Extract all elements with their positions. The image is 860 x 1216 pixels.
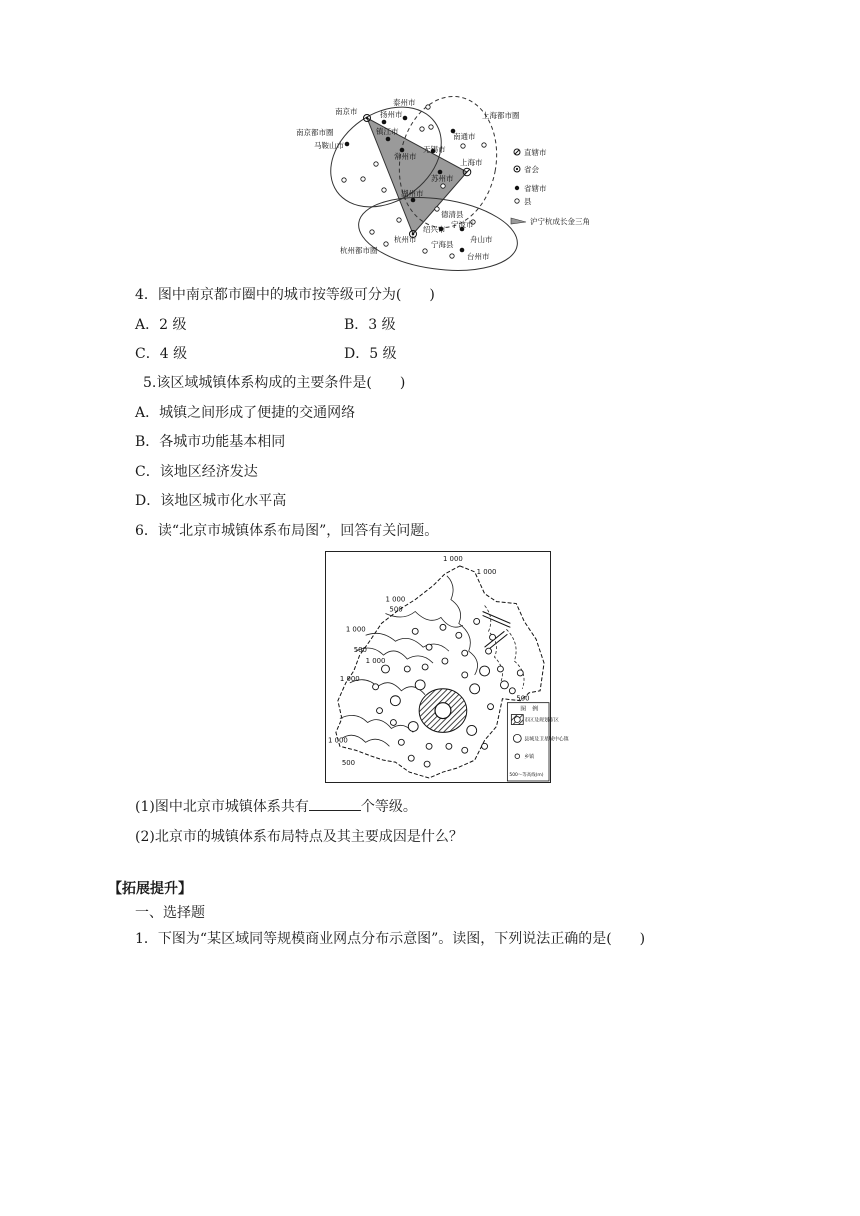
map2-legend [507, 703, 569, 781]
label-zhoushan: 舟山市 [470, 235, 493, 244]
label-shaoxing: 绍兴市 [423, 225, 446, 234]
label-shanghai-circle: 上海都市圈 [482, 111, 520, 120]
legend-municipality: 直辖市 [524, 148, 547, 157]
legend-title: 图 例 [520, 705, 539, 713]
label-zhenjiang: 镇江市 [376, 127, 399, 136]
label-yangzhou: 扬州市 [380, 110, 403, 119]
question-5: 5.该区域城镇体系构成的主要条件是( ) [143, 375, 406, 391]
legend-triangle: 沪宁杭成长金三角 [530, 217, 590, 226]
contour-label-2: 1 000 [476, 567, 497, 576]
section-part-title: 一、选择题 [135, 905, 205, 921]
question-6-1 [135, 798, 417, 816]
contour-label-6: 500 [353, 646, 367, 655]
contour-label-3: 1 000 [385, 595, 406, 604]
q4-option-b[interactable]: B．3 级 [344, 317, 396, 333]
q4-option-d[interactable]: D．5 级 [344, 346, 397, 362]
legend-county-town: 县城及卫星城中心镇 [524, 736, 569, 743]
contour-label-8: 1 000 [339, 674, 360, 683]
label-taizhou-zj: 台州市 [467, 252, 490, 261]
legend-prov-city: 省辖市 [524, 184, 547, 193]
question-6: 6．读“北京市城镇体系布局图”，回答有关问题。 [135, 523, 439, 539]
legend-urban: 市区及规划市区 [524, 717, 559, 724]
contour-label-1: 1 000 [442, 554, 463, 563]
q5-option-d[interactable]: D．该地区城市化水平高 [135, 493, 287, 509]
legend-county: 县 [524, 197, 532, 206]
legend-contour: 500～等高线(m) [509, 773, 544, 779]
label-wuxi: 无锡市 [423, 145, 446, 154]
label-suzhou: 苏州市 [431, 174, 454, 183]
q5-option-b[interactable]: B．各城市功能基本相同 [135, 434, 286, 450]
extension-question-1: 1．下图为“某区域同等规模商业网点分布示意图”。读图，下列说法正确的是( ) [135, 931, 646, 947]
contour-label-4: 500 [389, 605, 403, 614]
section-heading: 【拓展提升】 [108, 881, 192, 897]
label-nantong: 南通市 [453, 132, 476, 141]
question-4: 4．图中南京都市圈中的城市按等级可分为( ) [135, 287, 435, 303]
label-deqing: 德清县 [441, 210, 464, 219]
contour-label-7: 1 000 [365, 657, 386, 666]
label-shanghai: 上海市 [460, 158, 483, 167]
q6-1-prefix: (1)图中北京市城镇体系共有 [135, 799, 309, 815]
question-6-2: (2)北京市的城镇体系布局特点及其主要成因是什么？ [135, 829, 463, 845]
q4-option-c[interactable]: C．4 级 [135, 346, 188, 362]
label-nanjing-circle: 南京都市圈 [296, 128, 334, 137]
contour-label-9: 1 000 [327, 736, 348, 745]
beijing-town-system-map [325, 551, 569, 783]
contour-label-10: 500 [341, 759, 356, 768]
label-hangzhou: 杭州市 [394, 235, 417, 244]
q6-1-suffix: 个等级。 [360, 799, 417, 815]
q5-option-c[interactable]: C．该地区经济发达 [135, 464, 258, 480]
label-ningbo: 宁波市 [451, 220, 474, 229]
label-maanshan: 马鞍山市 [314, 141, 344, 150]
contour-label-5: 1 000 [345, 625, 366, 634]
contour-label-11: 500 [516, 694, 530, 703]
label-changzhou: 常州市 [394, 152, 417, 161]
legend-town: 乡镇 [524, 754, 535, 761]
label-ninghai: 宁海县 [431, 240, 454, 249]
q5-option-a[interactable]: A．城镇之间形成了便捷的交通网络 [135, 405, 356, 421]
q4-option-a[interactable]: A．2 级 [135, 317, 187, 333]
legend-capital: 省会 [524, 165, 539, 174]
label-huzhou: 湖州市 [401, 189, 424, 198]
label-nanjing: 南京市 [335, 107, 358, 116]
q6-1-blank[interactable] [309, 798, 361, 811]
label-taizhou: 泰州市 [393, 98, 416, 107]
yangtze-delta-map [290, 82, 600, 272]
label-hangzhou-circle: 杭州都市圈 [340, 246, 378, 255]
